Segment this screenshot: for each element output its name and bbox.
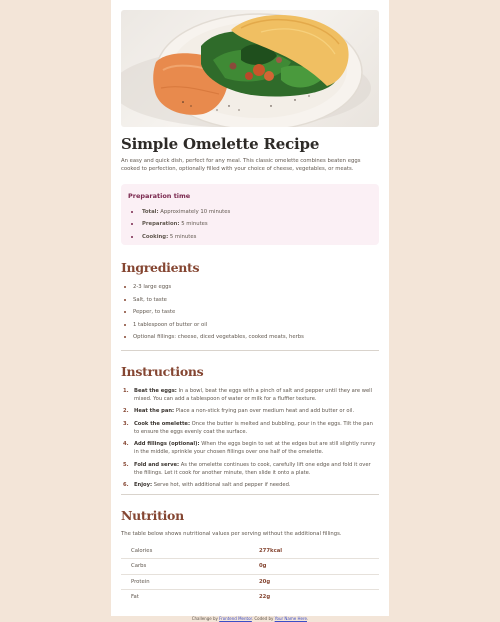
step-label: Heat the pan:: [134, 408, 175, 415]
table-row: [121, 574, 379, 589]
preparation-list: [128, 206, 372, 243]
instruction-step: [121, 481, 379, 489]
nutrient-value: 0g: [259, 559, 379, 574]
recipe-intro: An easy and quick dish, perfect for any meal. This classic omelette combines beaten eggs cooked to perfection, optionally filled with your choice of cheese, vegetables, or meats.: [121, 158, 361, 172]
step-number: 6.: [123, 482, 129, 489]
omelette-plate-illustration: [121, 10, 379, 127]
step-number: 2.: [123, 408, 129, 415]
ingredients-list: [121, 281, 379, 344]
step-number: 1.: [123, 388, 129, 394]
author-link[interactable]: Your Name Here: [274, 616, 307, 621]
nutrition-heading: Nutrition: [121, 508, 184, 523]
ingredient-item: Pepper, to taste: [121, 306, 379, 319]
nutrient-name: Protein: [121, 574, 259, 589]
ingredients-heading: Ingredients: [121, 260, 200, 275]
step-text: Place a non-stick frying pan over medium heat and add butter or oil.: [174, 408, 355, 415]
step-number: 5.: [123, 461, 129, 468]
ingredient-item: Optional fillings: cheese, diced vegetables, cooked meats, herbs: [121, 331, 379, 344]
recipe-card: [111, 0, 389, 616]
instruction-step: [121, 407, 379, 415]
prep-item-total: [128, 206, 372, 218]
preparation-heading: Preparation time: [128, 192, 191, 200]
prep-item-text: 5 minutes: [168, 233, 197, 240]
prep-item-cooking: [128, 231, 372, 243]
nutrient-value: 20g: [259, 574, 379, 589]
footer-prefix: Challenge by: [191, 616, 220, 621]
step-text: Serve hot, with additional salt and pepper if needed.: [152, 482, 291, 489]
section-divider: [121, 494, 379, 495]
instructions-list: [121, 387, 379, 494]
table-row: [121, 559, 379, 574]
section-divider: [121, 350, 379, 351]
step-label: Add fillings (optional):: [134, 441, 200, 448]
instruction-step: [121, 420, 379, 436]
omelette-photo: [121, 10, 379, 127]
instruction-step: [121, 461, 379, 477]
step-label: Fold and serve:: [134, 461, 180, 468]
footer-suffix: .: [307, 616, 309, 621]
instruction-step: [121, 387, 379, 403]
prep-item-text: 5 minutes: [179, 221, 208, 228]
step-number: 3.: [123, 420, 129, 427]
instructions-heading: Instructions: [121, 364, 204, 379]
nutrient-name: Carbs: [121, 559, 259, 574]
prep-item-label: Preparation:: [142, 221, 180, 228]
nutrition-intro: The table below shows nutritional values per serving without the additional fillings.: [121, 531, 342, 537]
page-title: Simple Omelette Recipe: [121, 135, 320, 153]
attribution-footer: [0, 616, 500, 622]
prep-item-label: Cooking:: [142, 233, 169, 240]
step-label: Enjoy:: [134, 482, 153, 489]
footer-middle: . Coded by: [251, 616, 275, 621]
step-text: Once the butter is melted and bubbling, pour in the eggs. Tilt the pan to ensure the eggs evenly coat the surface.: [134, 420, 373, 435]
nutrient-value: 277kcal: [259, 544, 379, 559]
table-row: [121, 589, 379, 604]
step-number: 4.: [123, 441, 129, 448]
step-text: In a bowl, beat the eggs with a pinch of salt and pepper until they are well mixed. You can add a tablespoon of water or milk for a fluffier texture.: [134, 388, 373, 403]
step-text: When the eggs begin to set at the edges but are still slightly runny in the middle, sprinkle your chosen fillings over one half of the omelette.: [134, 441, 376, 456]
prep-item-text: Approximately 10 minutes: [158, 209, 231, 215]
prep-item-label: Total:: [142, 209, 159, 215]
step-label: Beat the eggs:: [134, 388, 177, 394]
prep-item-preparation: [128, 218, 372, 230]
frontend-mentor-link[interactable]: Frontend Mentor: [219, 616, 252, 621]
nutrition-table: [121, 544, 379, 604]
ingredient-item: 1 tablespoon of butter or oil: [121, 319, 379, 332]
table-row: [121, 544, 379, 559]
step-label: Cook the omelette:: [134, 420, 191, 427]
nutrient-value: 22g: [259, 594, 271, 601]
ingredient-item: Salt, to taste: [121, 294, 379, 307]
ingredient-item: 2-3 large eggs: [121, 281, 379, 294]
instruction-step: [121, 440, 379, 456]
preparation-time-box: [121, 184, 379, 245]
step-text: As the omelette continues to cook, carefully lift one edge and fold it over the fillings. Let it cook for another minute, then slide it onto a plate.: [134, 461, 371, 476]
nutrient-name: Calories: [121, 544, 259, 559]
nutrient-name: Fat: [131, 594, 139, 601]
